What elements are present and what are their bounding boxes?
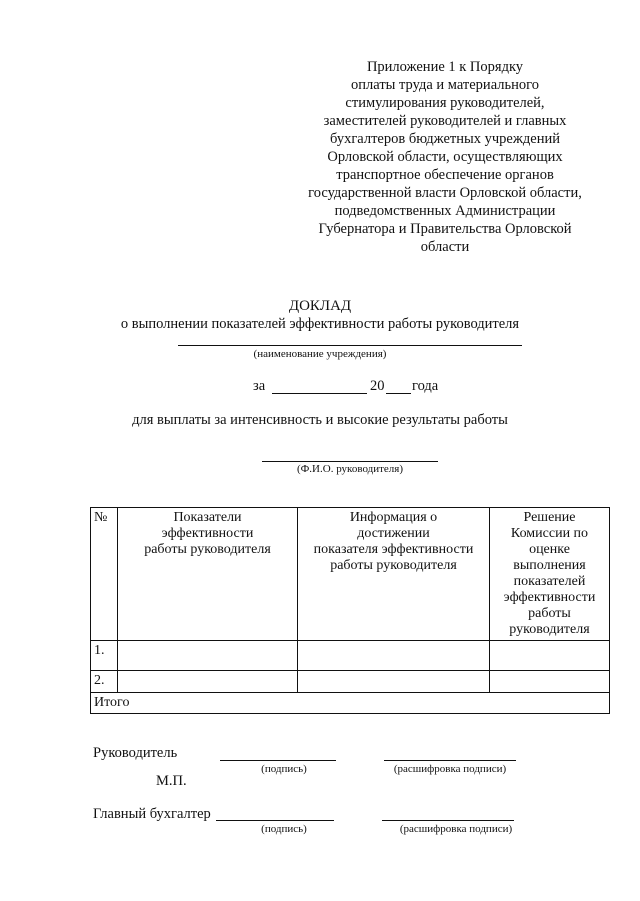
cell-information[interactable]: [298, 671, 490, 693]
indicators-table: [90, 507, 610, 714]
header-line: оценке: [529, 542, 570, 557]
header-line: работы руководителя: [330, 558, 457, 573]
director-label: Руководитель: [93, 745, 178, 761]
appendix-header: [290, 58, 600, 256]
director-decode-caption: (расшифровка подписи): [393, 763, 507, 775]
director-signature-line: [220, 760, 336, 761]
accountant-decode-caption: (расшифровка подписи): [399, 823, 513, 835]
cell-decision[interactable]: [490, 671, 610, 693]
appendix-line: заместителей руководителей и главных: [323, 113, 567, 129]
total-label: Итого: [91, 693, 610, 714]
accountant-label: Главный бухгалтер: [93, 806, 211, 822]
director-decode-line: [384, 760, 516, 761]
appendix-line: Орловской области, осуществляющих: [327, 149, 563, 165]
appendix-line: области: [420, 239, 470, 255]
row-number: 2.: [91, 671, 118, 693]
stamp-label: М.П.: [156, 773, 187, 789]
header-line: работы руководителя: [144, 542, 271, 557]
director-signature-caption: (подпись): [261, 763, 307, 775]
table-row: [91, 671, 610, 693]
report-title: ДОКЛАД: [288, 298, 352, 314]
period-suffix: года: [412, 378, 439, 394]
header-decision: [490, 508, 610, 641]
cell-indicator[interactable]: [118, 641, 298, 671]
header-number: №: [91, 508, 118, 641]
header-line: работы: [528, 606, 571, 621]
header-line: Решение: [523, 510, 576, 525]
appendix-line: транспортное обеспечение органов: [336, 167, 554, 183]
row-number: 1.: [91, 641, 118, 671]
accountant-decode-line: [382, 820, 514, 821]
header-line: показателей: [513, 574, 586, 589]
appendix-line: оплаты труда и материального: [351, 77, 539, 93]
period-prefix: за: [253, 378, 266, 394]
institution-caption: (наименование учреждения): [253, 348, 387, 360]
cell-indicator[interactable]: [118, 671, 298, 693]
table-total-row: [91, 693, 610, 714]
appendix-line: стимулирования руководителей,: [345, 95, 545, 111]
header-line: Показатели: [173, 510, 242, 525]
appendix-line: подведомственных Администрации: [334, 203, 556, 219]
header-line: руководителя: [509, 622, 590, 637]
appendix-line: Приложение 1 к Порядку: [366, 59, 524, 75]
head-name-line: [262, 461, 438, 462]
header-line: показателя эффективности: [313, 542, 474, 557]
year-blank: [386, 393, 411, 394]
appendix-line: бухгалтеров бюджетных учреждений: [330, 131, 560, 147]
header-line: достижении: [357, 526, 430, 541]
header-indicators: [118, 508, 298, 641]
institution-line: [178, 345, 522, 346]
accountant-signature-line: [216, 820, 334, 821]
report-purpose: для выплаты за интенсивность и высокие результаты работы: [132, 412, 508, 428]
appendix-line: государственной власти Орловской области,: [308, 185, 582, 201]
cell-decision[interactable]: [490, 641, 610, 671]
report-subtitle: о выполнении показателей эффективности работы руководителя: [120, 316, 520, 332]
period-year: 20: [370, 378, 385, 394]
appendix-line: Губернатора и Правительства Орловской: [318, 221, 572, 237]
header-information: [298, 508, 490, 641]
header-line: Комиссии по: [510, 526, 589, 541]
header-line: эффективности: [161, 526, 254, 541]
header-line: выполнения: [513, 558, 586, 573]
header-line: Информация о: [349, 510, 438, 525]
table-row: [91, 641, 610, 671]
cell-information[interactable]: [298, 641, 490, 671]
accountant-signature-caption: (подпись): [261, 823, 307, 835]
period-blank: [272, 393, 367, 394]
head-caption: (Ф.И.О. руководителя): [296, 463, 404, 475]
header-line: эффективности: [503, 590, 596, 605]
table-header-row: [91, 508, 610, 641]
